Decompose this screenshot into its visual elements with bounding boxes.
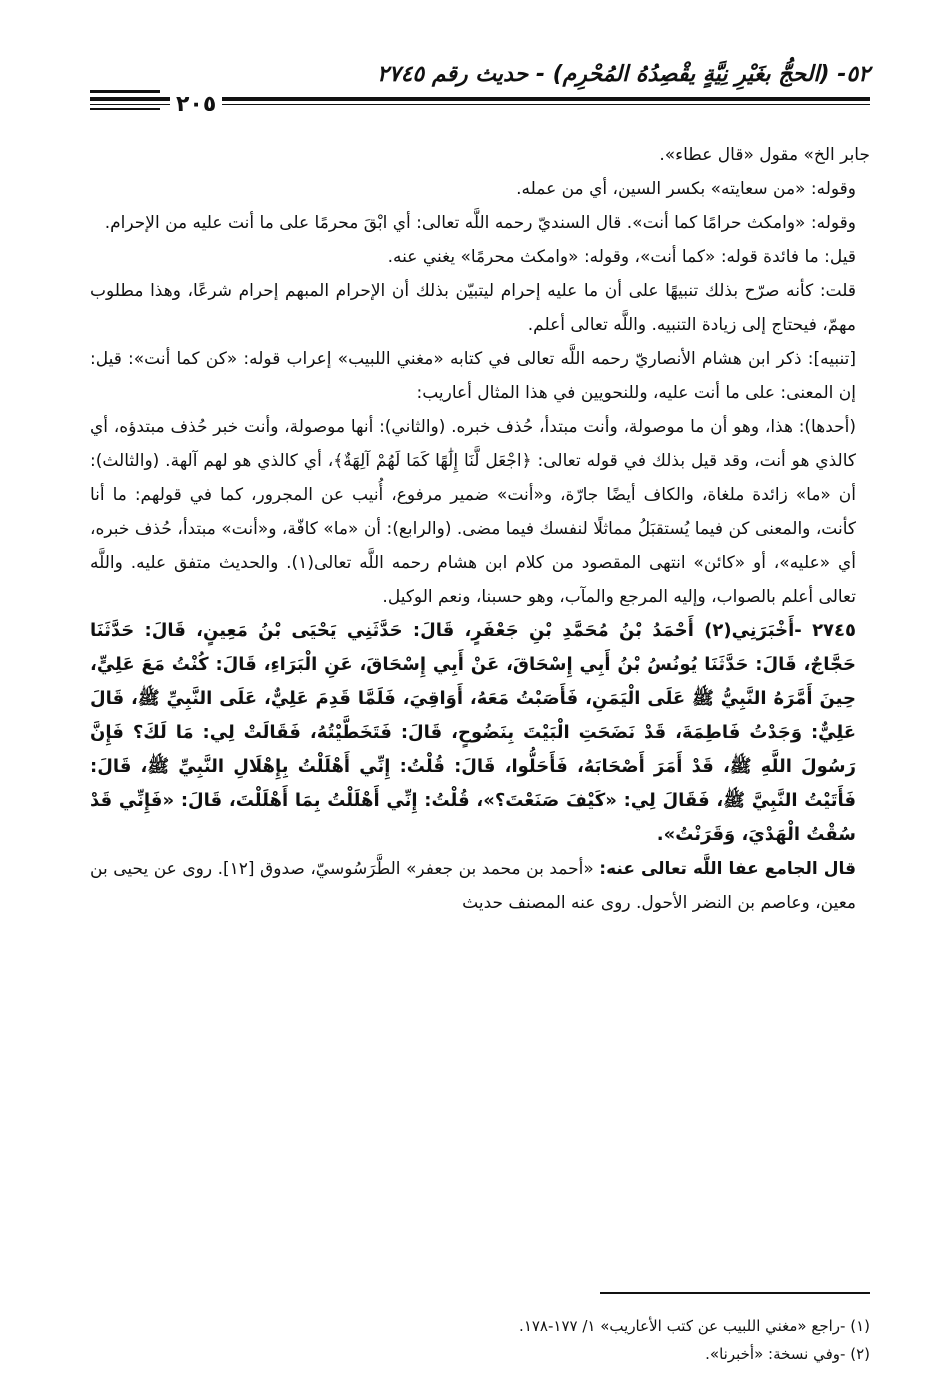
footnote: (٢) -وفي نسخة: «أخبرنا».: [705, 1345, 870, 1363]
book-page: [90, 50, 870, 1363]
hadith-text: ٢٧٤٥ -أَخْبَرَنِي(٢) أَحْمَدُ بْنُ مُحَمَّدِ بْنِ جَعْفَرٍ، قَالَ: حَدَّثَنِي يَحْيَى بْنُ مَعِينٍ، قَالَ: حَدَّثَنَا حَجَّاجٌ، قَالَ: حَدَّثَنَا يُونُسُ بْنُ أَبِي إِسْحَاقَ، عَنْ أَبِي إِسْحَاقَ، عَنِ الْبَرَاءِ، قَالَ: كُنْتُ مَعَ عَلِيٍّ، حِينَ أَمَّرَهُ النَّبِيُّ ﷺ عَلَى الْيَمَنِ، فَأَصَبْتُ مَعَهُ، أَوَاقِيَ، فَلَمَّا قَدِمَ عَلِيٌّ، عَلَى النَّبِيِّ ﷺ، قَالَ عَلِيٌّ: وَجَدْتُ فَاطِمَةَ، قَدْ نَضَحَتِ الْبَيْتَ بِنَضُوحٍ، قَالَ: فَتَخَطَّيْتُهُ، فَقَالَتْ لِي: مَا لَكَ؟ فَإِنَّ رَسُولَ اللَّهِ ﷺ، قَدْ أَمَرَ أَصْحَابَهُ، فَأَحَلُّوا، قَالَ: قُلْتُ: إِنِّي أَهْلَلْتُ بِإِهْلَالِ النَّبِيِّ ﷺ، قَالَ: فَأَتَيْتُ النَّبِيَّ ﷺ، فَقَالَ لِي: «كَيْفَ صَنَعْتَ؟»، قُلْتُ: إِنِّي أَهْلَلْتُ بِمَا أَهْلَلْتَ، قَالَ: «فَإِنِّي قَدْ سُقْتُ الْهَدْيَ، وَقَرَنْتُ».: [90, 620, 857, 845]
page-body: [90, 138, 870, 920]
paragraph: قيل: ما فائدة قوله: «كما أنت»، وقوله: «وامكث محرمًا» يغني عنه.: [387, 247, 856, 267]
footnote: (١) -راجع «مغني اللبيب عن كتب الأعاريب» ١/ ١٧٧-١٧٨.: [519, 1317, 870, 1335]
commentary-label: قال الجامع عفا اللَّه تعالى عنه:: [599, 859, 857, 879]
header-rule-left-top: [90, 90, 160, 93]
commentary-paragraph: [90, 852, 870, 920]
footnotes: [90, 1312, 870, 1368]
footnote-separator: [600, 1292, 870, 1294]
page-number: ٢٠٥: [170, 92, 222, 117]
paragraph: وقوله: «من سعايته» بكسر السين، أي من عمله.: [516, 179, 856, 199]
header-rule-left-bottom: [90, 108, 160, 110]
paragraph: (أحدها): هذا، وهو أن ما موصولة، وأنت مبتدأ، حُذف خبره. (والثاني): أنها موصولة، وأنت خبر حُذف مبتدؤه، أي كالذي هو أنت، وقد قيل بذلك في قوله تعالى: ﴿اجْعَل لَّنَا إِلَٰهًا كَمَا لَهُمْ آلِهَةٌ﴾، أي كالذي هو لهم آلهة. (والثالث): أن «ما» زائدة ملغاة، والكاف أيضًا جارّة، و«أنت» ضمير مرفوع، أُنيب عن المجرور، كما في قولهم: ما أنا كأنت، والمعنى كن فيما يُستقبَلُ مماثلًا لنفسك فيما مضى. (والرابع): أن «ما» كافّة، و«أنت» مبتدأ، حُذف خبره، أي «عليه»، أو «كائن» انتهى المقصود من كلام ابن هشام رحمه اللَّه تعالى(١). والحديث متفق عليه. واللَّه تعالى أعلم بالصواب، وإليه المرجع والمآب، وهو حسبنا، ونعم الوكيل.: [90, 417, 856, 607]
commentary-text: «أحمد بن محمد بن جعفر» الطَّرَسُوسيّ، صدوق [١٢]. روى عن يحيى بن معين، وعاصم بن النضر الأحول. روى عنه المصنف حديث: [90, 859, 856, 913]
paragraph: وقوله: «وامكث حرامًا كما أنت». قال السنديّ رحمه اللَّه تعالى: أي ابْقَ محرمًا على ما أنت عليه من الإحرام.: [104, 213, 856, 233]
page-header-title: ٥٢- (الحجُّ بغَيْرِ نِيَّةٍ يقْصِدُهُ المُحْرِم) - حديث رقم ٢٧٤٥: [376, 62, 870, 87]
paragraph: قلت: كأنه صرّح بذلك تنبيهًا على أن ما عليه إحرام ليتبيّن بذلك أن الإحرام المبهم إحرام شرعًا، وهذا مطلوب مهمّ، فيحتاج إلى زيادة التنبيه. واللَّه تعالى أعلم.: [90, 281, 856, 335]
paragraph: [تنبيه]: ذكر ابن هشام الأنصاريّ رحمه اللَّه تعالى في كتابه «مغني اللبيب» إعراب قوله: «كن كما أنت»: قيل: إن المعنى: على ما أنت عليه، وللنحويين في هذا المثال أعاريب:: [90, 349, 856, 403]
paragraph: جابر الخ» مقول «قال عطاء».: [659, 145, 870, 165]
